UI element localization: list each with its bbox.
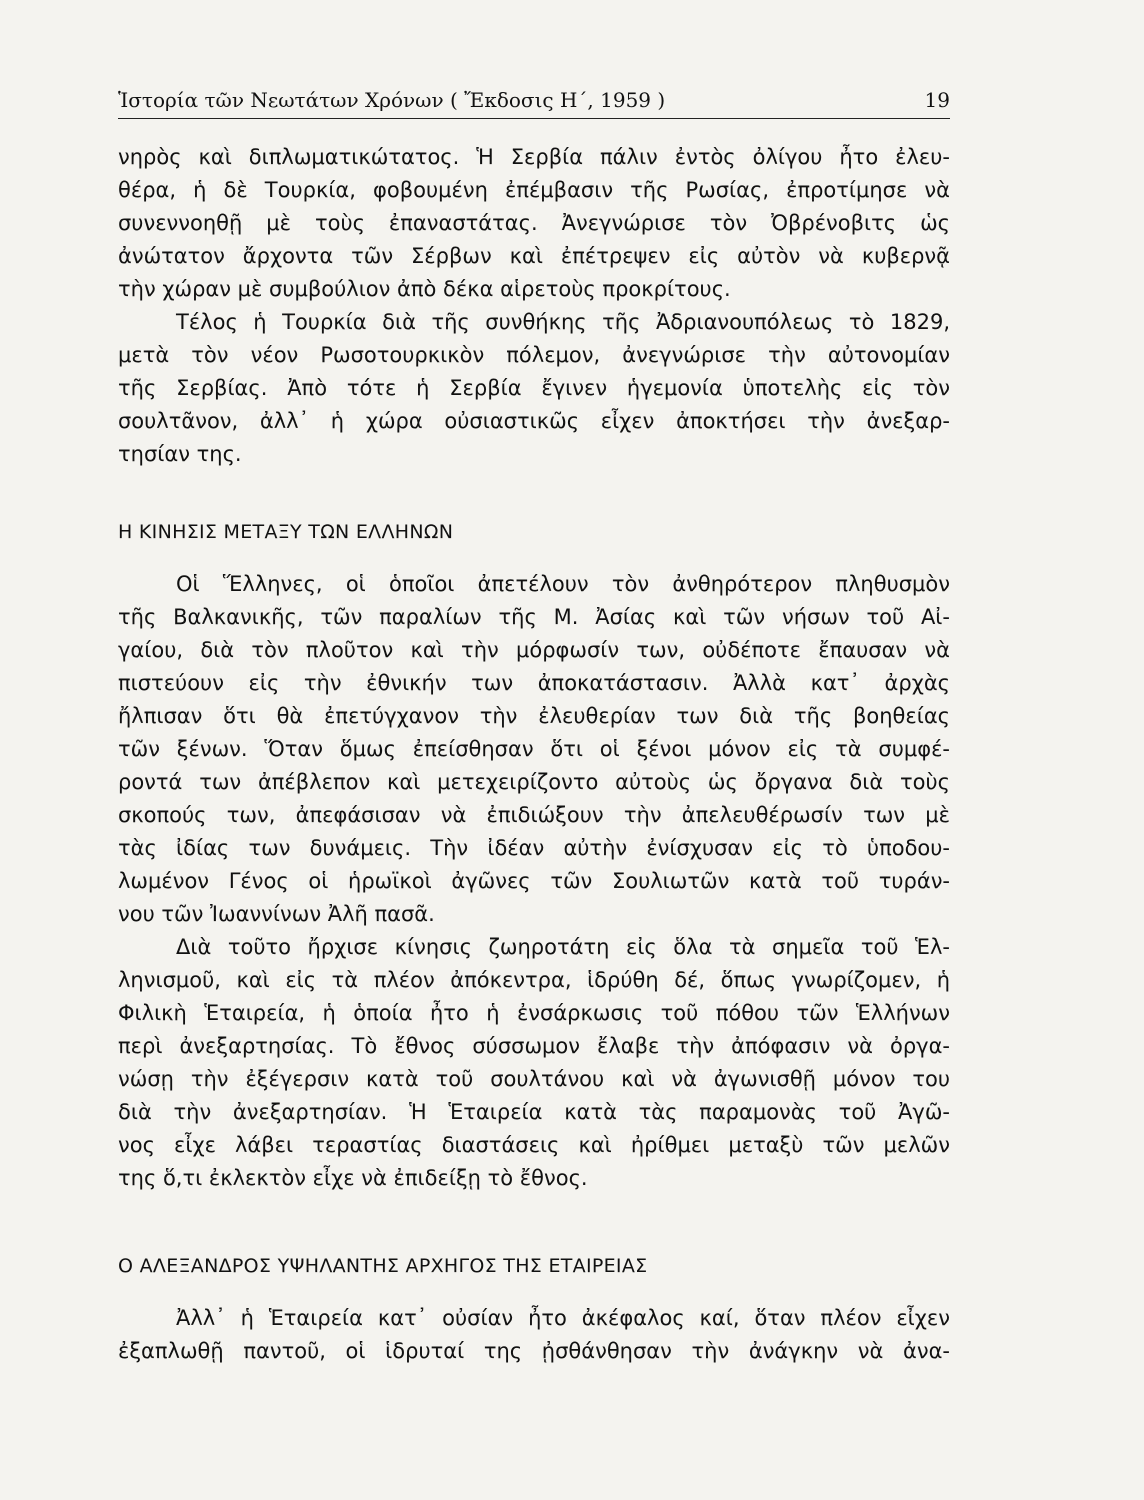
text-line: πιστεύουν εἰς τὴν ἐθνικήν των ἀποκατάστασιν. Ἀλλὰ κατ᾿ ἀρχὰς: [118, 671, 950, 695]
page-header: [118, 84, 950, 116]
text-line: τὰς ἰδίας των δυνάμεις. Τὴν ἰδέαν αὐτὴν ἐνίσχυσαν εἰς τὸ ὑποδου-: [118, 836, 950, 860]
text-line: ροντά των ἀπέβλεπον καὶ μετεχειρίζοντο αὐτοὺς ὡς ὄργανα διὰ τοὺς: [118, 770, 950, 794]
text-line: Φιλικὴ Ἑταιρεία, ἡ ὁποία ἦτο ἡ ἐνσάρκωσις τοῦ πόθου τῶν Ἑλλήνων: [118, 1001, 950, 1025]
text-line: τῆς Βαλκανικῆς, τῶν παραλίων τῆς Μ. Ἀσίας καὶ τῶν νήσων τοῦ Αἰ-: [118, 605, 950, 629]
text-line: διὰ τὴν ἀνεξαρτησίαν. Ἡ Ἑταιρεία κατὰ τὰς παραμονὰς τοῦ Ἀγῶ-: [118, 1100, 950, 1124]
text-line: ληνισμοῦ, καὶ εἰς τὰ πλέον ἀπόκεντρα, ἱδρύθη δέ, ὅπως γνωρίζομεν, ἡ: [118, 968, 950, 992]
text-block-ypsilantis: [118, 1302, 950, 1368]
text-line: γαίου, διὰ τὸν πλοῦτον καὶ τὴν μόρφωσίν των, οὐδέποτε ἔπαυσαν νὰ: [118, 638, 950, 662]
text-block-serbia: [118, 141, 950, 471]
text-line: ἀνώτατον ἄρχοντα τῶν Σέρβων καὶ ἐπέτρεψεν εἰς αὐτὸν νὰ κυβερνᾷ: [118, 244, 950, 268]
text-line: τῆς Σερβίας. Ἀπὸ τότε ἡ Σερβία ἔγινεν ἡγεμονία ὑποτελὴς εἰς τὸν: [118, 376, 950, 400]
page-number: 19: [924, 88, 950, 112]
text-line: Διὰ τοῦτο ἤρχισε κίνησις ζωηροτάτη εἰς ὅλα τὰ σημεῖα τοῦ Ἑλ-: [176, 935, 950, 959]
text-line: σουλτᾶνον, ἀλλ᾿ ἡ χώρα οὐσιαστικῶς εἶχεν ἀποκτήσει τὴν ἀνεξαρ-: [118, 409, 950, 433]
running-title: Ἱστορία τῶν Νεωτάτων Χρόνων ( Ἔκδοσις Η΄, 1959 ): [118, 88, 666, 112]
text-line: τησίαν της.: [118, 442, 242, 466]
header-rule: [118, 118, 950, 119]
text-line: συνεννοηθῇ μὲ τοὺς ἐπαναστάτας. Ἀνεγνώρισε τὸν Ὀβρένοβιτς ὡς: [118, 211, 950, 235]
text-line: Οἱ Ἕλληνες, οἱ ὁποῖοι ἀπετέλουν τὸν ἀνθηρότερον πληθυσμὸν: [176, 572, 950, 596]
text-line: Τέλος ἡ Τουρκία διὰ τῆς συνθήκης τῆς Ἀδριανουπόλεως τὸ 1829,: [176, 310, 950, 334]
text-line: Ἀλλ᾿ ἡ Ἑταιρεία κατ᾿ οὐσίαν ἦτο ἀκέφαλος καί, ὅταν πλέον εἶχεν: [176, 1306, 950, 1330]
text-line: τὴν χώραν μὲ συμβούλιον ἀπὸ δέκα αἱρετοὺς προκρίτους.: [118, 277, 731, 301]
text-line: μετὰ τὸν νέον Ρωσοτουρκικὸν πόλεμον, ἀνεγνώρισε τὴν αὐτονομίαν: [118, 343, 950, 367]
text-line: τῶν ξένων. Ὅταν ὅμως ἐπείσθησαν ὅτι οἱ ξένοι μόνον εἰς τὰ συμφέ-: [118, 737, 950, 761]
text-block-greeks: [118, 568, 950, 1195]
text-line: θέρα, ἡ δὲ Τουρκία, φοβουμένη ἐπέμβασιν τῆς Ρωσίας, ἐπροτίμησε νὰ: [118, 178, 950, 202]
section-heading: Ο ΑΛΕΞΑΝΔΡΟΣ ΥΨΗΛΑΝΤΗΣ ΑΡΧΗΓΟΣ ΤΗΣ ΕΤΑΙΡΕΙΑΣ: [118, 1255, 648, 1277]
text-line: λωμένον Γένος οἱ ἡρωϊκοὶ ἀγῶνες τῶν Σουλιωτῶν κατὰ τοῦ τυράν-: [118, 869, 950, 893]
text-line: ἐξαπλωθῇ παντοῦ, οἱ ἱδρυταί της ᾐσθάνθησαν τὴν ἀνάγκην νὰ ἀνα-: [118, 1339, 950, 1363]
text-line: ἤλπισαν ὅτι θὰ ἐπετύγχανον τὴν ἐλευθερίαν των διὰ τῆς βοηθείας: [118, 704, 950, 728]
text-line: νηρὸς καὶ διπλωματικώτατος. Ἡ Σερβία πάλιν ἐντὸς ὀλίγου ἦτο ἐλευ-: [118, 145, 950, 169]
text-line: νώσῃ τὴν ἐξέγερσιν κατὰ τοῦ σουλτάνου καὶ νὰ ἀγωνισθῇ μόνον του: [118, 1067, 950, 1091]
text-line: νος εἶχε λάβει τεραστίας διαστάσεις καὶ ἠρίθμει μεταξὺ τῶν μελῶν: [118, 1133, 950, 1157]
section-heading: Η ΚΙΝΗΣΙΣ ΜΕΤΑΞΥ ΤΩΝ ΕΛΛΗΝΩΝ: [118, 521, 454, 543]
text-line: σκοπούς των, ἀπεφάσισαν νὰ ἐπιδιώξουν τὴν ἀπελευθέρωσίν των μὲ: [118, 803, 950, 827]
text-line: της ὅ,τι ἐκλεκτὸν εἶχε νὰ ἐπιδείξῃ τὸ ἔθνος.: [118, 1166, 588, 1190]
text-line: περὶ ἀνεξαρτησίας. Τὸ ἔθνος σύσσωμον ἔλαβε τὴν ἀπόφασιν νὰ ὀργα-: [118, 1034, 950, 1058]
text-line: νου τῶν Ἰωαννίνων Ἀλῆ πασᾶ.: [118, 902, 435, 926]
